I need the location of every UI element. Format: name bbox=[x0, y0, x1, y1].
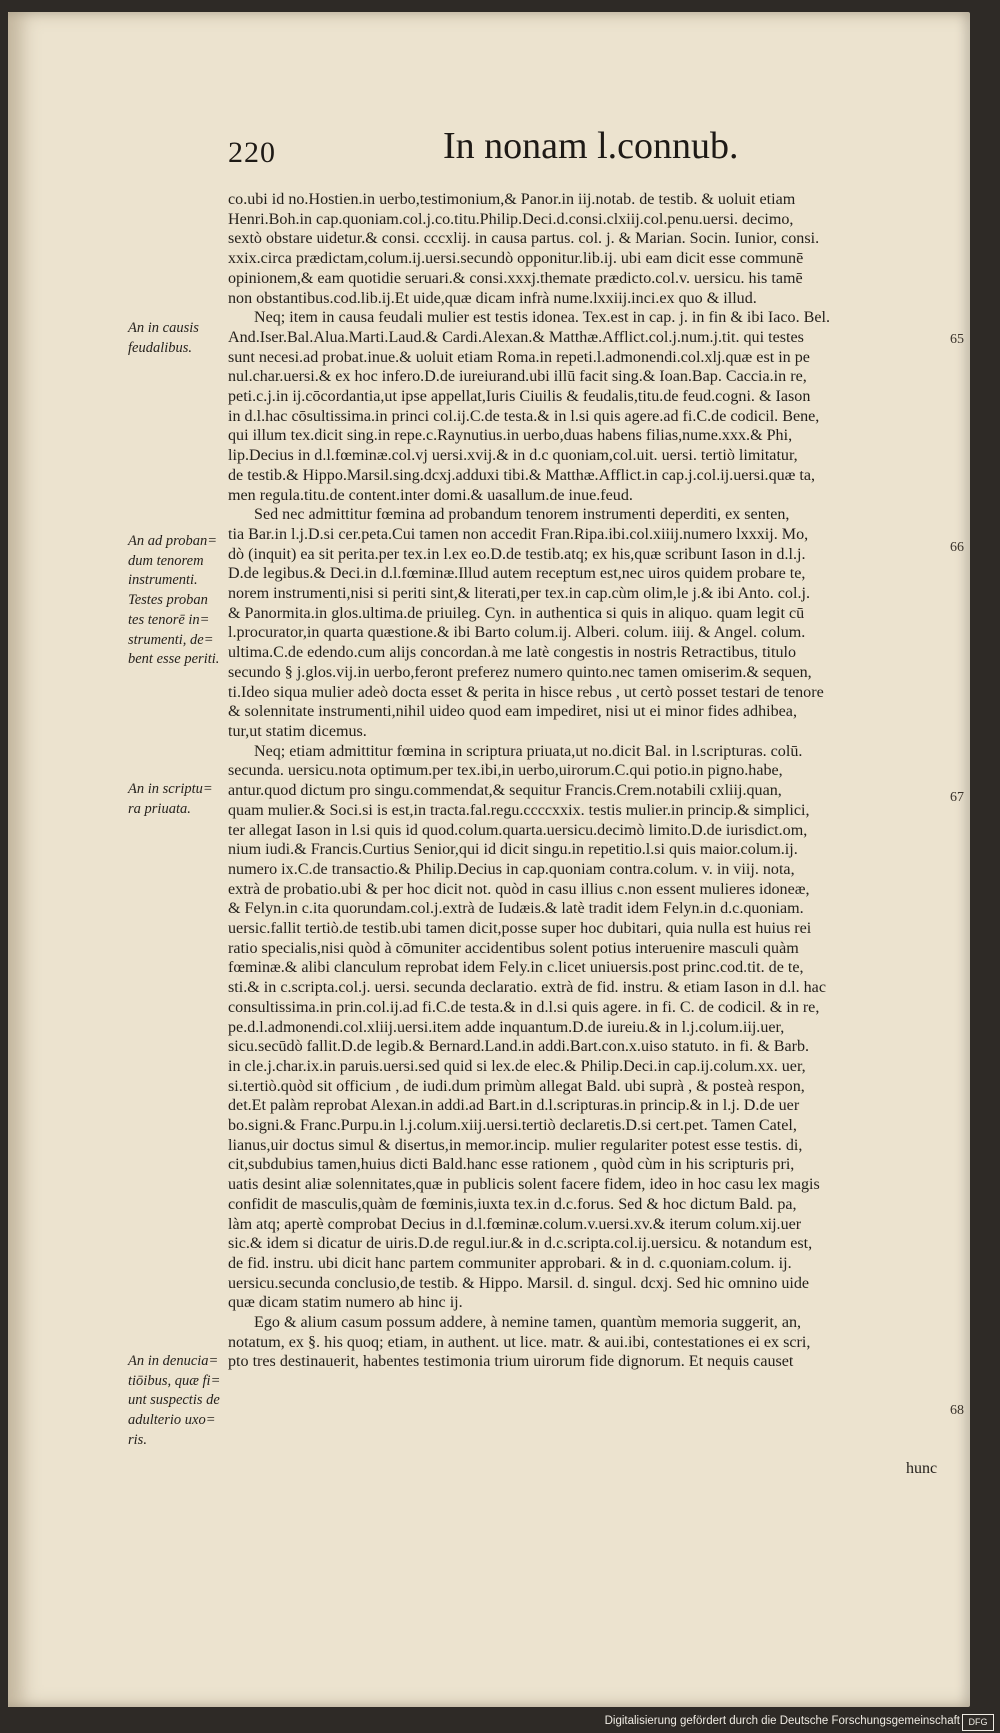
page-number: 220 bbox=[228, 136, 276, 169]
text-line: sti.& in c.scripta.col.j. uersi. secunda declaratio. extrà de fid. instru. & etiam Iason in d.l. hac bbox=[228, 979, 826, 997]
text-line: sextò obstare uidetur.& consi. cccxlij. in causa partus. col. j. & Marian. Socin. Iunior, consi. bbox=[228, 230, 820, 248]
text-line: Henri.Boh.in cap.quoniam.col.j.co.titu.Philip.Deci.d.consi.clxiij.col.penu.uersi. decimo, bbox=[228, 210, 794, 228]
margin-number: 67 bbox=[950, 790, 964, 805]
text-line: peti.c.j.in ij.cōcordantia,ut ipse appellat,Iuris Ciuilis & feudalis,titu.de feud.cogni. & Iason bbox=[228, 388, 811, 406]
text-line: uersicu.secunda conclusio,de testib. & Hippo. Marsil. d. singul. dcxj. Sed hic omnino uide bbox=[228, 1274, 810, 1292]
text-line: quam mulier.& Soci.si is est,in tracta.fal.regu.ccccxxix. testis mulier.in princip.& simplici, bbox=[228, 801, 810, 819]
margin-note-line: tiōibus, quæ fi= bbox=[128, 1372, 221, 1389]
paragraph bbox=[228, 505, 943, 741]
text-line: uersic.fallit tertiò.de testib.ubi tamen dicit,posse super hoc dubitari, quia nulla est huius rei bbox=[228, 920, 812, 938]
page-header bbox=[228, 118, 788, 178]
text-line: lianus,uir doctus simul & disertus,in memor.incip. mulier regulariter potest esse testis. di, bbox=[228, 1136, 803, 1154]
text-line: norem instrumenti,nisi si periti sint,& literati,per tex.in cap.cùm olim,le j.& ibi Anto. col.j. bbox=[228, 585, 810, 603]
text-line: Sed nec admittitur fœmina ad probandum tenorem instrumenti deperditi, ex senten, bbox=[254, 506, 790, 524]
margin-note-line: dum tenorem bbox=[128, 552, 204, 569]
text-line: fœminæ.& alibi clanculum reprobat idem Fely.in c.licet uniuersis.post princ.cod.tit. de te, bbox=[228, 959, 804, 977]
text-line: in cle.j.char.ix.in paruis.uersi.sed quid si lex.de elec.& Philip.Deci.in cap.ij.colum.xx. uer, bbox=[228, 1057, 806, 1075]
text-line: secundo § j.glos.vij.in uerbo,feront preferez numero quinto.nec tamen omiserim.& sequen, bbox=[228, 663, 812, 681]
text-line: ter allegat Iason in l.si quis id quod.colum.quarta.uersicu.decimò limito.D.de iurisdict.om, bbox=[228, 821, 808, 839]
text-line: uatis desint aliæ solennitates,quæ in publicis solent facere fidem, ideo in hoc casu lex magis bbox=[228, 1176, 820, 1194]
paragraph bbox=[228, 190, 943, 308]
running-title: In nonam l.connub. bbox=[443, 125, 739, 167]
margin-note-line: An in scriptu= bbox=[128, 781, 213, 797]
margin-note-instrument bbox=[128, 532, 228, 670]
text-line: sicu.secūdò fallit.D.de legib.& Bernard.Land.in addi.Bart.con.x.uiso statuto. in fi. & Barb. bbox=[228, 1038, 810, 1056]
margin-note-line: Testes proban bbox=[128, 592, 208, 609]
margin-note-line: An in denucia= bbox=[128, 1353, 219, 1369]
margin-note-line: adulterio uxo= bbox=[128, 1412, 216, 1429]
text-line: Ego & alium casum possum addere, à nemine tamen, quantùm memoria suggerit, an, bbox=[254, 1314, 802, 1332]
text-line: tur,ut statim dicemus. bbox=[228, 722, 367, 740]
margin-number: 66 bbox=[950, 540, 964, 555]
footer-credit: Digitalisierung gefördert durch die Deutsche Forschungsgemeinschaft bbox=[604, 1715, 960, 1727]
margin-note-line: An in causis bbox=[128, 320, 199, 336]
margin-note-line: bent esse periti. bbox=[128, 651, 220, 668]
text-line: tia Bar.in l.j.D.si cer.peta.Cui tamen non accedit Fran.Ripa.ibi.col.xiiij.numero lxxxij. Mo, bbox=[228, 525, 809, 543]
text-line: sic.& idem si dicatur de uiris.D.de regul.iur.& in d.c.scripta.col.ij.uersicu. & notandum est, bbox=[228, 1235, 813, 1253]
text-line: Neq; item in causa feudali mulier est testis idonea. Tex.est in cap. j. in fin & ibi Iaco. Bel. bbox=[254, 309, 831, 327]
text-line: antur.quod dictum pro singu.commendat,& sequitur Francis.Crem.notabili cxliij.quan, bbox=[228, 782, 782, 800]
text-line: pto tres destinauerit, habentes testimonia trium uirorum fide dignorum. Et nequis causet bbox=[228, 1353, 794, 1371]
text-line: de testib.& Hippo.Marsil.sing.dcxj.adduxi tibi.& Matthæ.Afflict.in cap.j.col.ij.uersi.quæ ta, bbox=[228, 466, 816, 484]
text-line: lip.Decius in d.l.fœminæ.col.vj uersi.xvij.& in d.c quoniam,col.uit. uersi. tertiò limitatur, bbox=[228, 447, 798, 465]
text-line: ultima.C.de edendo.cum alijs concordan.à me latè congestis in nostris Retractibus, titulo bbox=[228, 644, 797, 662]
margin-number: 65 bbox=[950, 332, 964, 347]
text-line: opinionem,& eam quotidie seruari.& consi.xxxj.themate prædicto.col.v. uersicu. his tamē bbox=[228, 269, 803, 287]
text-line: Neq; etiam admittitur fœmina in scriptura priuata,ut no.dicit Bal. in l.scripturas. colū. bbox=[254, 742, 803, 760]
text-line: làm atq; apertè comprobat Decius in d.l.fœminæ.colum.v.uersi.xv.& iterum colum.xij.uer bbox=[228, 1215, 802, 1233]
text-line: cit,subdubius tamen,huius dicti Bald.hanc esse rationem , quòd cùm in his scripturis pri, bbox=[228, 1156, 795, 1174]
text-line: consultissima.in prin.col.ij.ad fi.C.de testa.& in d.l.si quis agere. in fi. C. de codicil. & in re, bbox=[228, 998, 820, 1016]
text-line: And.Iser.Bal.Alua.Marti.Laud.& Cardi.Alexan.& Matthæ.Afflict.col.j.num.j.tit. qui testes bbox=[228, 328, 804, 346]
margin-note-line: unt suspectis de bbox=[128, 1392, 220, 1409]
body-text bbox=[228, 190, 943, 1372]
margin-note-line: feudalibus. bbox=[128, 339, 193, 356]
text-line: & solennitate instrumenti,nihil uideo quod eam impediret, nisi ut ei minor fides adhibea, bbox=[228, 703, 797, 721]
dfg-logo-icon: DFG bbox=[962, 1714, 994, 1731]
margin-note-line: instrumenti. bbox=[128, 572, 198, 589]
text-line: in d.l.hac cōsultissima.in princi col.ij.C.de testa.& in l.si quis agere.ad fi.C.de codicil. Bene, bbox=[228, 407, 820, 425]
margin-note-line: ris. bbox=[128, 1431, 147, 1448]
text-line: dò (inquit) ea sit perita.per tex.in l.ex eo.D.de testib.atq; ex his,quæ scribunt Iason in d.l.j. bbox=[228, 545, 806, 563]
margin-note-feudal bbox=[128, 319, 228, 358]
text-line: ti.Ideo siqua mulier adeò docta esset & perita in hisce rebus , ut certò posset testari de tenore bbox=[228, 683, 824, 701]
text-line: nul.char.uersi.& ex hoc infero.D.de iureiurand.ubi illū facit sing.& Ioan.Bap. Caccia.in re, bbox=[228, 368, 807, 386]
margin-note-line: An ad proban= bbox=[128, 533, 217, 549]
margin-note-adultery bbox=[128, 1352, 228, 1451]
text-line: pe.d.l.admonendi.col.xliij.uersi.item adde inquantum.D.de iureiu.& in l.j.colum.iij.uer, bbox=[228, 1018, 785, 1036]
text-line: D.de legibus.& Deci.in d.l.fœminæ.Illud autem receptum est,nec uiros quidem probare te, bbox=[228, 565, 806, 583]
text-line: qui illum tex.dicit sing.in repe.c.Raynutius.in uerbo,duas habens filias,nume.xxx.& Phi, bbox=[228, 427, 793, 445]
text-line: men regula.titu.de content.inter domi.& uasallum.de inue.feud. bbox=[228, 486, 633, 504]
text-line: ratio specialis,nisi quòd à cōmuniter accidentibus solent potius interuenire masculi quàm bbox=[228, 939, 799, 957]
text-line: l.procurator,in quarta quæstione.& ibi Barto colum.ij. Alberi. colum. iiij. & Angel. colum. bbox=[228, 624, 806, 642]
text-line: quæ dicam statim numero ab hinc ij. bbox=[228, 1294, 463, 1312]
text-line: si.tertiò.quòd sit officium , de iudi.dum primùm allegat Bald. ubi suprà , & posteà respon, bbox=[228, 1077, 805, 1095]
paragraph bbox=[228, 742, 943, 1313]
text-line: non obstantibus.cod.lib.ij.Et uide,quæ dicam infrà nume.lxxiij.inci.ex quo & illud. bbox=[228, 289, 757, 307]
text-line: de fid. instru. ubi dicit hanc partem communiter approbari. & in d. c.quoniam.colum. ij. bbox=[228, 1254, 792, 1272]
text-line: det.Et palàm reprobat Alexan.in addi.ad Bart.in d.l.scripturas.in princip.& in l.j. D.de uer bbox=[228, 1097, 800, 1115]
text-line: confidit de masculis,quàm de fœminis,iuxta tex.in d.c.forus. Sed & hoc dictum Bald. pa, bbox=[228, 1195, 797, 1213]
text-line: xxix.circa prædictam,colum.ij.uersi.secundò opponitur.lib.ij. ubi eam dicit esse communē bbox=[228, 250, 804, 268]
text-line: numero ix.C.de transactio.& Philip.Decius in cap.quoniam contra.colum. v. in viij. nota, bbox=[228, 860, 795, 878]
text-line: notatum, ex §. his quoq; etiam, in authent. ut lice. matr. & aui.ibi, contestationes ei ex scri, bbox=[228, 1333, 811, 1351]
text-line: & Felyn.in c.ita quorundam.col.j.extrà de Iudæis.& latè tradit idem Felyn.in d.c.quoniam. bbox=[228, 900, 804, 918]
text-line: sunt necesi.ad probat.inue.& uoluit etiam Roma.in repeti.l.admonendi.col.xlj.quæ est in pe bbox=[228, 348, 810, 366]
text-line: secunda. uersicu.nota optimum.per tex.ibi,in uerbo,uirorum.C.qui potio.in pigno.habe, bbox=[228, 762, 783, 780]
margin-note-line: tes tenorē in= bbox=[128, 611, 210, 628]
text-line: bo.signi.& Franc.Purpu.in l.j.colum.xiij.uersi.tertiò declaretis.D.si cert.pet. Tamen Catel, bbox=[228, 1117, 797, 1135]
margin-note-private-writing bbox=[128, 780, 228, 819]
text-line: co.ubi id no.Hostien.in uerbo,testimonium,& Panor.in iij.notab. de testib. & uoluit etiam bbox=[228, 191, 796, 208]
text-line: & Panormita.in glos.ultima.de priuileg. Cyn. in authentica si quis in aliquo. quam legit cū bbox=[228, 604, 805, 622]
catchword: hunc bbox=[906, 1460, 938, 1477]
text-line: extrà de probatio.ubi & per hoc dicit not. quòd in casu illius c.non essent mulieres idoneæ, bbox=[228, 880, 810, 898]
margin-note-line: strumenti, de= bbox=[128, 631, 214, 648]
paragraph bbox=[228, 1313, 943, 1372]
text-line: nium iudi.& Francis.Curtius Senior,qui id dicit singu.in repetitio.l.si quis maior.colum.ij. bbox=[228, 841, 798, 859]
paragraph bbox=[228, 308, 943, 505]
margin-note-line: ra priuata. bbox=[128, 800, 191, 817]
margin-number: 68 bbox=[950, 1403, 964, 1418]
